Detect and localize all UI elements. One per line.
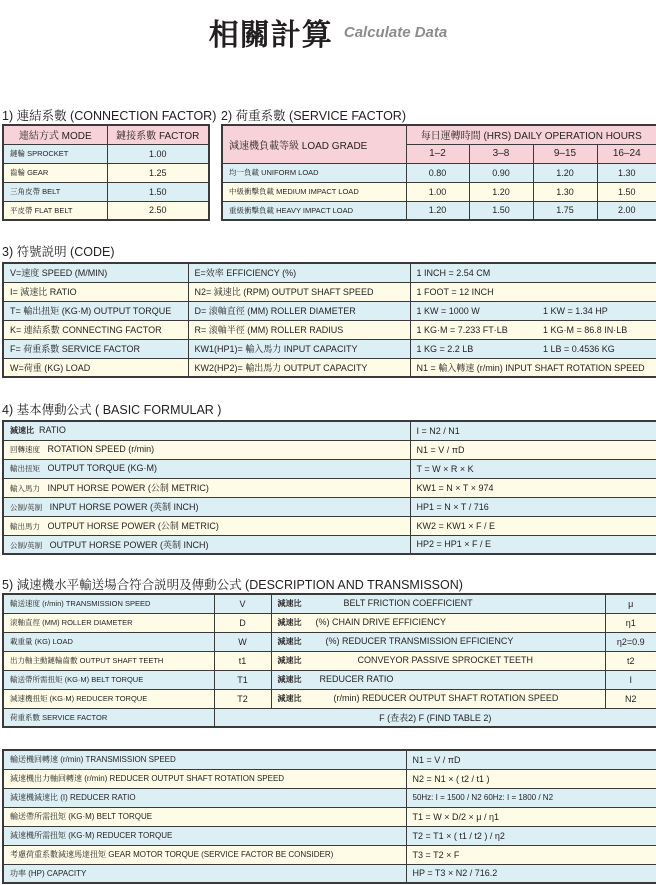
table-row xyxy=(3,301,656,320)
formula-cell: HP2 = HP1 × F / E xyxy=(410,535,656,554)
table-row xyxy=(3,845,656,864)
conversion-cell: 1 INCH = 2.54 CM xyxy=(410,263,656,282)
value-cell: 1.20 xyxy=(406,201,469,220)
label-zh: 輸入馬力 xyxy=(10,484,40,493)
service-factor-value-cell: F (查表2) F (FIND TABLE 2) xyxy=(214,708,656,727)
formula-cell: 50Hz: I = 1500 / N2 60Hz: I = 1800 / N2 xyxy=(406,788,656,807)
label-en: INPUT HORSE POWER (公制 METRIC) xyxy=(47,483,209,493)
symbol-cell: N2 xyxy=(605,689,656,708)
transmission-label-cell: 減速機出力軸回轉速 (r/min) REDUCER OUTPUT SHAFT ROTATION SPEED xyxy=(3,769,406,788)
load-grade-cell: 中級衝擊負載 MEDIUM IMPACT LOAD xyxy=(222,182,406,201)
description-cell: 出力軸主動鏈輪齒數 OUTPUT SHAFT TEETH xyxy=(3,651,214,670)
table-row xyxy=(3,144,209,163)
symbol-cell: μ xyxy=(605,594,656,613)
table-row xyxy=(3,826,656,845)
code-cell: T= 輸出扭矩 (KG·M) OUTPUT TORQUE xyxy=(3,301,188,320)
code-cell: KW1(HP1)= 輸入馬力 INPUT CAPACITY xyxy=(188,339,410,358)
code-cell: KW2(HP2)= 輸出馬力 OUTPUT CAPACITY xyxy=(188,358,410,377)
description-cell xyxy=(271,689,605,708)
formula-label-cell xyxy=(3,421,410,440)
description-cell xyxy=(271,594,605,613)
table-row xyxy=(3,613,656,632)
label-zh: 減速比 xyxy=(277,637,302,646)
symbol-cell: η1 xyxy=(605,613,656,632)
mode-cell: 鏈輪 SPROCKET xyxy=(3,144,107,163)
factor-cell: 1.00 xyxy=(107,144,209,163)
table-row xyxy=(3,339,656,358)
code-cell: V=速度 SPEED (M/MIN) xyxy=(3,263,188,282)
code-cell: N2= 減速比 (RPM) OUTPUT SHAFT SPEED xyxy=(188,282,410,301)
table-row xyxy=(3,459,656,478)
table-row xyxy=(3,807,656,826)
table-row xyxy=(3,497,656,516)
table-row xyxy=(3,632,656,651)
table-row xyxy=(3,440,656,459)
formula-cell: KW1 = N × T × 974 xyxy=(410,478,656,497)
table-row xyxy=(3,182,209,201)
value-cell: 1.20 xyxy=(533,163,597,182)
code-cell: F= 荷重系數 SERVICE FACTOR xyxy=(3,339,188,358)
formula-cell: T2 = T1 × ( t1 / t2 ) / η2 xyxy=(406,826,656,845)
table-row xyxy=(3,670,656,689)
description-cell: 滚軸直徑 (MM) ROLLER DIAMETER xyxy=(3,613,214,632)
load-grade-cell: 重級衝擊負載 HEAVY IMPACT LOAD xyxy=(222,201,406,220)
formula-cell: T = W × R × K xyxy=(410,459,656,478)
table-row xyxy=(3,689,656,708)
transmission-label-cell: 減速機減速比 (I) REDUCER RATIO xyxy=(3,788,406,807)
conversion-cell: 1 KG·M = 86.8 IN·LB xyxy=(537,320,656,339)
table-row xyxy=(3,201,209,220)
formula-cell: T3 = T2 × F xyxy=(406,845,656,864)
description-table xyxy=(2,593,656,728)
formula-cell: N1 = V / πD xyxy=(410,440,656,459)
symbol-cell: I xyxy=(605,670,656,689)
description-cell xyxy=(271,632,605,651)
conversion-cell: 1 KG = 2.2 LB xyxy=(410,339,537,358)
symbol-cell: T2 xyxy=(214,689,271,708)
label-en: CONVEYOR PASSIVE SPROCKET TEETH xyxy=(357,655,534,665)
column-header-hours: 3–8 xyxy=(469,144,533,163)
label-zh: 減速比 xyxy=(277,599,302,609)
value-cell: 1.50 xyxy=(469,201,533,220)
value-cell: 0.80 xyxy=(406,163,469,182)
description-cell: 輸送帶所需扭矩 (KG·M) BELT TORQUE xyxy=(3,670,214,689)
table-row xyxy=(3,651,656,670)
conversion-cell: 1 KW = 1.34 HP xyxy=(537,301,656,320)
title-english: Calculate Data xyxy=(343,23,448,41)
table-row xyxy=(3,516,656,535)
value-cell: 2.00 xyxy=(597,201,656,220)
table-row xyxy=(3,535,656,554)
column-header-hours: 9–15 xyxy=(533,144,597,163)
conversion-cell: 1 KG·M = 7.233 FT·LB xyxy=(410,320,537,339)
label-en: (r/min) REDUCER OUTPUT SHAFT ROTATION SPEED xyxy=(333,693,559,703)
symbol-cell: t1 xyxy=(214,651,271,670)
table-row xyxy=(3,358,656,377)
description-cell: 輸送速度 (r/min) TRANSMISSION SPEED xyxy=(3,594,214,613)
transmission-label-cell: 減速機所需扭矩 (KG·M) REDUCER TORQUE xyxy=(3,826,406,845)
mode-cell: 齒輪 GEAR xyxy=(3,163,107,182)
table-row xyxy=(3,320,656,339)
table-row xyxy=(3,864,656,883)
column-header-load-grade: 減速機負載等級 LOAD GRADE xyxy=(222,125,406,163)
factor-cell: 1.50 xyxy=(107,182,209,201)
label-zh: 公制/英制 xyxy=(10,540,43,550)
label-en: (%) REDUCER TRANSMISSION EFFICIENCY xyxy=(325,636,514,646)
basic-formula-table xyxy=(2,420,656,555)
table-row xyxy=(3,708,656,727)
formula-label-cell xyxy=(3,478,410,497)
value-cell: 1.20 xyxy=(469,182,533,201)
transmission-label-cell: 考慮荷重系數減速馬達扭矩 GEAR MOTOR TORQUE (SERVICE FACTOR BE CONSIDER) xyxy=(3,845,406,864)
label-zh: 減速比 xyxy=(10,426,34,436)
code-cell: W=荷重 (KG) LOAD xyxy=(3,358,188,377)
label-zh: 輸出扭矩 xyxy=(10,464,40,473)
description-cell: 減速機扭矩 (KG·M) REDUCER TORQUE xyxy=(3,689,214,708)
formula-cell: I = N2 / N1 xyxy=(410,421,656,440)
label-en: ROTATION SPEED (r/min) xyxy=(47,444,155,454)
label-en: INPUT HORSE POWER (英制 INCH) xyxy=(49,502,199,512)
conversion-cell: N1 = 輸入轉速 (r/min) INPUT SHAFT ROTATION SPEED xyxy=(410,358,656,377)
symbol-cell: η2=0.9 xyxy=(605,632,656,651)
label-zh: 公制/英制 xyxy=(10,503,43,512)
label-en: (%) CHAIN DRIVE EFFICIENCY xyxy=(315,617,447,627)
symbol-cell: V xyxy=(214,594,271,613)
label-zh: 輸出馬力 xyxy=(10,522,40,531)
formula-label-cell xyxy=(3,535,410,554)
value-cell: 1.00 xyxy=(406,182,469,201)
section-title-code: 3) 符號説明 (CODE) xyxy=(2,245,115,259)
symbol-cell: t2 xyxy=(605,651,656,670)
table-row xyxy=(3,263,656,282)
factor-cell: 2.50 xyxy=(107,201,209,220)
formula-cell: N2 = N1 × ( t2 / t1 ) xyxy=(406,769,656,788)
column-header-mode: 連結方式 MODE xyxy=(3,125,107,144)
description-cell: 載重量 (KG) LOAD xyxy=(3,632,214,651)
formula-cell: HP = T3 × N2 / 716.2 xyxy=(406,864,656,883)
mode-cell: 三角皮帶 BELT xyxy=(3,182,107,201)
load-grade-cell: 均一負載 UNIFORM LOAD xyxy=(222,163,406,182)
code-table xyxy=(2,262,656,378)
description-cell xyxy=(271,651,605,670)
label-zh: 減速比 xyxy=(277,656,302,665)
formula-label-cell xyxy=(3,497,410,516)
formula-label-cell xyxy=(3,440,410,459)
formula-cell: KW2 = KW1 × F / E xyxy=(410,516,656,535)
label-en: BELT FRICTION COEFFICIENT xyxy=(343,598,473,609)
description-cell: 荷重系數 SERVICE FACTOR xyxy=(3,708,214,727)
title-chinese: 相關計算 xyxy=(208,18,333,53)
value-cell: 1.30 xyxy=(597,163,656,182)
table-row xyxy=(3,788,656,807)
column-header-factor: 鏈接系數 FACTOR xyxy=(107,125,209,144)
table-row xyxy=(222,163,656,182)
label-zh: 回轉速度 xyxy=(10,445,40,454)
conversion-cell: 1 FOOT = 12 INCH xyxy=(410,282,656,301)
label-en: REDUCER RATIO xyxy=(319,674,394,684)
formula-label-cell xyxy=(3,459,410,478)
conversion-cell: 1 KW = 1000 W xyxy=(410,301,537,320)
column-header-hours: 16–24 xyxy=(597,144,656,163)
page-title xyxy=(0,10,656,54)
column-header-daily-hours: 每日運轉時間 (HRS) DAILY OPERATION HOURS xyxy=(406,125,656,144)
factor-cell: 1.25 xyxy=(107,163,209,182)
code-cell: I= 減速比 RATIO xyxy=(3,282,188,301)
transmission-label-cell: 輸送機回轉速 (r/min) TRANSMISSION SPEED xyxy=(3,750,406,769)
table-row xyxy=(3,163,209,182)
label-zh: 減速比 xyxy=(277,694,302,703)
formula-cell: T1 = W × D/2 × μ / η1 xyxy=(406,807,656,826)
formula-cell: HP1 = N × T / 716 xyxy=(410,497,656,516)
table-row xyxy=(3,282,656,301)
table-row xyxy=(222,201,656,220)
value-cell: 1.50 xyxy=(597,182,656,201)
description-cell xyxy=(271,670,605,689)
table-row xyxy=(3,421,656,440)
connection-factor-table xyxy=(2,124,210,221)
service-factor-table xyxy=(221,124,656,221)
code-cell: E=效率 EFFICIENCY (%) xyxy=(188,263,410,282)
section-title-description: 5) 減速機水平輸送場合符合説明及傳動公式 (DESCRIPTION AND TRANSMISSON) xyxy=(2,578,463,592)
symbol-cell: W xyxy=(214,632,271,651)
table-row xyxy=(222,182,656,201)
symbol-cell: T1 xyxy=(214,670,271,689)
conversion-cell: 1 LB = 0.4536 KG xyxy=(537,339,656,358)
table-header-row xyxy=(3,125,209,144)
formula-label-cell xyxy=(3,516,410,535)
label-en: OUTPUT HORSE POWER (英制 INCH) xyxy=(49,539,209,550)
transmission-label-cell: 輸送帶所需扭矩 (KG·M) BELT TORQUE xyxy=(3,807,406,826)
table-row xyxy=(3,478,656,497)
label-en: OUTPUT TORQUE (KG·M) xyxy=(47,463,158,473)
table-header-row xyxy=(222,125,656,144)
section-title-basic-formular: 4) 基本傳動公式 ( BASIC FORMULAR ) xyxy=(2,403,222,417)
table-row xyxy=(3,750,656,769)
value-cell: 1.30 xyxy=(533,182,597,201)
table-row xyxy=(3,594,656,613)
code-cell: K= 連結系數 CONNECTING FACTOR xyxy=(3,320,188,339)
column-header-hours: 1–2 xyxy=(406,144,469,163)
transmission-label-cell: 功率 (HP) CAPACITY xyxy=(3,864,406,883)
section-title-service-factor: 2) 荷重系數 (SERVICE FACTOR) xyxy=(221,109,406,123)
label-en: RATIO xyxy=(39,425,66,436)
table-row xyxy=(3,769,656,788)
label-en: OUTPUT HORSE POWER (公制 METRIC) xyxy=(47,521,219,531)
mode-cell: 平皮帶 FLAT BELT xyxy=(3,201,107,220)
value-cell: 1.75 xyxy=(533,201,597,220)
value-cell: 0.90 xyxy=(469,163,533,182)
formula-cell: N1 = V / πD xyxy=(406,750,656,769)
label-zh: 減速比 xyxy=(277,675,302,684)
transmission-formula-table xyxy=(2,749,656,884)
code-cell: R= 滚軸半徑 (MM) ROLLER RADIUS xyxy=(188,320,410,339)
symbol-cell: D xyxy=(214,613,271,632)
description-cell xyxy=(271,613,605,632)
label-zh: 減速比 xyxy=(277,618,302,627)
section-title-connection-factor: 1) 連結系數 (CONNECTION FACTOR) xyxy=(2,109,217,123)
code-cell: D= 滚軸直徑 (MM) ROLLER DIAMETER xyxy=(188,301,410,320)
